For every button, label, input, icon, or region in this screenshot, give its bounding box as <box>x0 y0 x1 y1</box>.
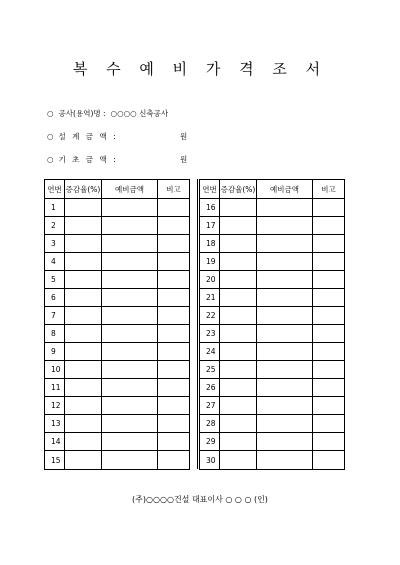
table-row <box>200 415 345 433</box>
rate-cell[interactable] <box>65 235 102 253</box>
project-name-value: ○○○○ 신축공사 <box>110 109 169 118</box>
row-serial-number: 25 <box>200 361 220 379</box>
rate-cell[interactable] <box>65 271 102 289</box>
row-serial-number: 23 <box>200 325 220 343</box>
remarks-cell[interactable] <box>158 379 190 397</box>
remarks-cell[interactable] <box>158 415 190 433</box>
reserve-amount-cell[interactable] <box>102 217 158 235</box>
header-reserve-amount: 예비금액 <box>102 180 158 199</box>
remarks-cell[interactable] <box>158 235 190 253</box>
price-table-right <box>199 179 345 470</box>
rate-cell[interactable] <box>220 217 257 235</box>
remarks-cell[interactable] <box>313 307 345 325</box>
rate-cell[interactable] <box>65 361 102 379</box>
rate-cell[interactable] <box>65 379 102 397</box>
table-row <box>200 379 345 397</box>
row-serial-number: 7 <box>45 307 65 325</box>
rate-cell[interactable] <box>220 289 257 307</box>
row-serial-number: 28 <box>200 415 220 433</box>
row-serial-number: 2 <box>45 217 65 235</box>
bullet-circle: ○ <box>47 155 54 164</box>
remarks-cell[interactable] <box>313 325 345 343</box>
price-table-left <box>44 179 190 470</box>
reserve-amount-cell[interactable] <box>257 361 313 379</box>
table-row <box>200 289 345 307</box>
remarks-cell[interactable] <box>313 253 345 271</box>
rate-cell[interactable] <box>220 325 257 343</box>
remarks-cell[interactable] <box>158 433 190 451</box>
header-serial: 연번 <box>200 180 220 199</box>
project-name-line <box>47 108 168 119</box>
header-rate: 증감율(%) <box>220 180 257 199</box>
rate-cell[interactable] <box>65 253 102 271</box>
reserve-amount-cell[interactable] <box>102 361 158 379</box>
table-row <box>200 271 345 289</box>
table-row <box>200 397 345 415</box>
project-name-label: 공사(용역)명 : <box>58 109 106 118</box>
remarks-cell[interactable] <box>313 433 345 451</box>
row-serial-number: 5 <box>45 271 65 289</box>
design-amount-label: 설 계 금 액 : <box>58 132 118 141</box>
rate-cell[interactable] <box>220 433 257 451</box>
row-serial-number: 21 <box>200 289 220 307</box>
rate-cell[interactable] <box>220 235 257 253</box>
document-title: 복 수 예 비 가 격 조 서 <box>72 60 328 78</box>
reserve-amount-cell[interactable] <box>102 379 158 397</box>
row-serial-number: 10 <box>45 361 65 379</box>
rate-cell[interactable] <box>220 361 257 379</box>
row-serial-number: 26 <box>200 379 220 397</box>
row-serial-number: 14 <box>45 433 65 451</box>
table-row <box>45 415 190 433</box>
reserve-amount-cell[interactable] <box>102 307 158 325</box>
row-serial-number: 17 <box>200 217 220 235</box>
reserve-amount-cell[interactable] <box>257 325 313 343</box>
table-row <box>200 217 345 235</box>
remarks-cell[interactable] <box>158 217 190 235</box>
table-row <box>45 343 190 361</box>
reserve-amount-cell[interactable] <box>257 451 313 470</box>
reserve-amount-cell[interactable] <box>102 397 158 415</box>
row-serial-number: 4 <box>45 253 65 271</box>
rate-cell[interactable] <box>65 307 102 325</box>
table-row <box>200 433 345 451</box>
row-serial-number: 8 <box>45 325 65 343</box>
rate-cell[interactable] <box>65 397 102 415</box>
design-amount-line <box>47 131 118 142</box>
row-serial-number: 3 <box>45 235 65 253</box>
reserve-amount-cell[interactable] <box>102 271 158 289</box>
reserve-amount-cell[interactable] <box>257 379 313 397</box>
reserve-amount-cell[interactable] <box>257 217 313 235</box>
rate-cell[interactable] <box>220 451 257 470</box>
remarks-cell[interactable] <box>313 199 345 217</box>
reserve-amount-cell[interactable] <box>102 199 158 217</box>
reserve-amount-cell[interactable] <box>257 307 313 325</box>
remarks-cell[interactable] <box>158 307 190 325</box>
remarks-cell[interactable] <box>158 397 190 415</box>
row-serial-number: 13 <box>45 415 65 433</box>
table-row <box>200 253 345 271</box>
remarks-cell[interactable] <box>313 271 345 289</box>
rate-cell[interactable] <box>65 415 102 433</box>
rate-cell[interactable] <box>65 217 102 235</box>
column-separator-line <box>197 179 198 469</box>
table-row <box>200 451 345 470</box>
table-row <box>45 235 190 253</box>
rate-cell[interactable] <box>65 325 102 343</box>
reserve-amount-cell[interactable] <box>257 397 313 415</box>
base-amount-line <box>47 154 118 165</box>
table-row <box>45 199 190 217</box>
remarks-cell[interactable] <box>158 361 190 379</box>
header-remarks: 비고 <box>158 180 190 199</box>
row-serial-number: 29 <box>200 433 220 451</box>
table-row <box>200 325 345 343</box>
table-row <box>200 343 345 361</box>
rate-cell[interactable] <box>220 307 257 325</box>
reserve-amount-cell[interactable] <box>257 199 313 217</box>
remarks-cell[interactable] <box>313 379 345 397</box>
table-row <box>200 235 345 253</box>
row-serial-number: 18 <box>200 235 220 253</box>
rate-cell[interactable] <box>220 397 257 415</box>
table-row <box>45 397 190 415</box>
table-row <box>45 307 190 325</box>
table-row <box>200 199 345 217</box>
table-row <box>200 361 345 379</box>
remarks-cell[interactable] <box>313 451 345 470</box>
table-row <box>45 361 190 379</box>
header-reserve-amount: 예비금액 <box>257 180 313 199</box>
bullet-circle: ○ <box>47 132 54 141</box>
remarks-cell[interactable] <box>158 451 190 470</box>
row-serial-number: 1 <box>45 199 65 217</box>
reserve-amount-cell[interactable] <box>257 415 313 433</box>
remarks-cell[interactable] <box>158 343 190 361</box>
reserve-amount-cell[interactable] <box>102 235 158 253</box>
remarks-cell[interactable] <box>313 361 345 379</box>
remarks-cell[interactable] <box>313 343 345 361</box>
table-row <box>45 253 190 271</box>
reserve-amount-cell[interactable] <box>257 253 313 271</box>
reserve-amount-cell[interactable] <box>102 253 158 271</box>
row-serial-number: 27 <box>200 397 220 415</box>
signature-footer: (주)○○○○건설 대표이사 ○ ○ ○ (인) <box>132 495 268 504</box>
rate-cell[interactable] <box>65 289 102 307</box>
reserve-amount-cell[interactable] <box>257 235 313 253</box>
row-serial-number: 15 <box>45 451 65 470</box>
reserve-amount-cell[interactable] <box>257 343 313 361</box>
rate-cell[interactable] <box>65 199 102 217</box>
remarks-cell[interactable] <box>313 415 345 433</box>
reserve-amount-cell[interactable] <box>257 433 313 451</box>
table-row <box>45 271 190 289</box>
row-serial-number: 11 <box>45 379 65 397</box>
remarks-cell[interactable] <box>158 199 190 217</box>
remarks-cell[interactable] <box>158 325 190 343</box>
table-row <box>200 307 345 325</box>
reserve-amount-cell[interactable] <box>102 433 158 451</box>
table-row <box>45 433 190 451</box>
rate-cell[interactable] <box>220 343 257 361</box>
rate-cell[interactable] <box>220 199 257 217</box>
header-rate: 증감율(%) <box>65 180 102 199</box>
row-serial-number: 24 <box>200 343 220 361</box>
base-amount-label: 기 초 금 액 : <box>58 155 118 164</box>
reserve-amount-cell[interactable] <box>102 325 158 343</box>
reserve-amount-cell[interactable] <box>102 289 158 307</box>
table-row <box>45 325 190 343</box>
rate-cell[interactable] <box>220 253 257 271</box>
table-header-row <box>200 180 345 199</box>
row-serial-number: 20 <box>200 271 220 289</box>
remarks-cell[interactable] <box>158 271 190 289</box>
header-serial: 연번 <box>45 180 65 199</box>
base-amount-unit: 원 <box>180 155 188 164</box>
table-row <box>45 451 190 470</box>
reserve-amount-cell[interactable] <box>102 343 158 361</box>
reserve-amount-cell[interactable] <box>257 289 313 307</box>
rate-cell[interactable] <box>65 343 102 361</box>
rate-cell[interactable] <box>65 451 102 470</box>
reserve-amount-cell[interactable] <box>257 271 313 289</box>
remarks-cell[interactable] <box>313 397 345 415</box>
row-serial-number: 30 <box>200 451 220 470</box>
rate-cell[interactable] <box>220 415 257 433</box>
reserve-amount-cell[interactable] <box>102 451 158 470</box>
table-row <box>45 289 190 307</box>
rate-cell[interactable] <box>220 379 257 397</box>
bullet-circle: ○ <box>47 109 54 118</box>
row-serial-number: 9 <box>45 343 65 361</box>
row-serial-number: 16 <box>200 199 220 217</box>
row-serial-number: 19 <box>200 253 220 271</box>
remarks-cell[interactable] <box>158 289 190 307</box>
table-row <box>45 379 190 397</box>
row-serial-number: 6 <box>45 289 65 307</box>
rate-cell[interactable] <box>220 271 257 289</box>
remarks-cell[interactable] <box>313 217 345 235</box>
table-row <box>45 217 190 235</box>
design-amount-unit: 원 <box>180 132 188 141</box>
header-remarks: 비고 <box>313 180 345 199</box>
remarks-cell[interactable] <box>313 289 345 307</box>
table-header-row <box>45 180 190 199</box>
rate-cell[interactable] <box>65 433 102 451</box>
reserve-amount-cell[interactable] <box>102 415 158 433</box>
row-serial-number: 22 <box>200 307 220 325</box>
remarks-cell[interactable] <box>313 235 345 253</box>
remarks-cell[interactable] <box>158 253 190 271</box>
row-serial-number: 12 <box>45 397 65 415</box>
